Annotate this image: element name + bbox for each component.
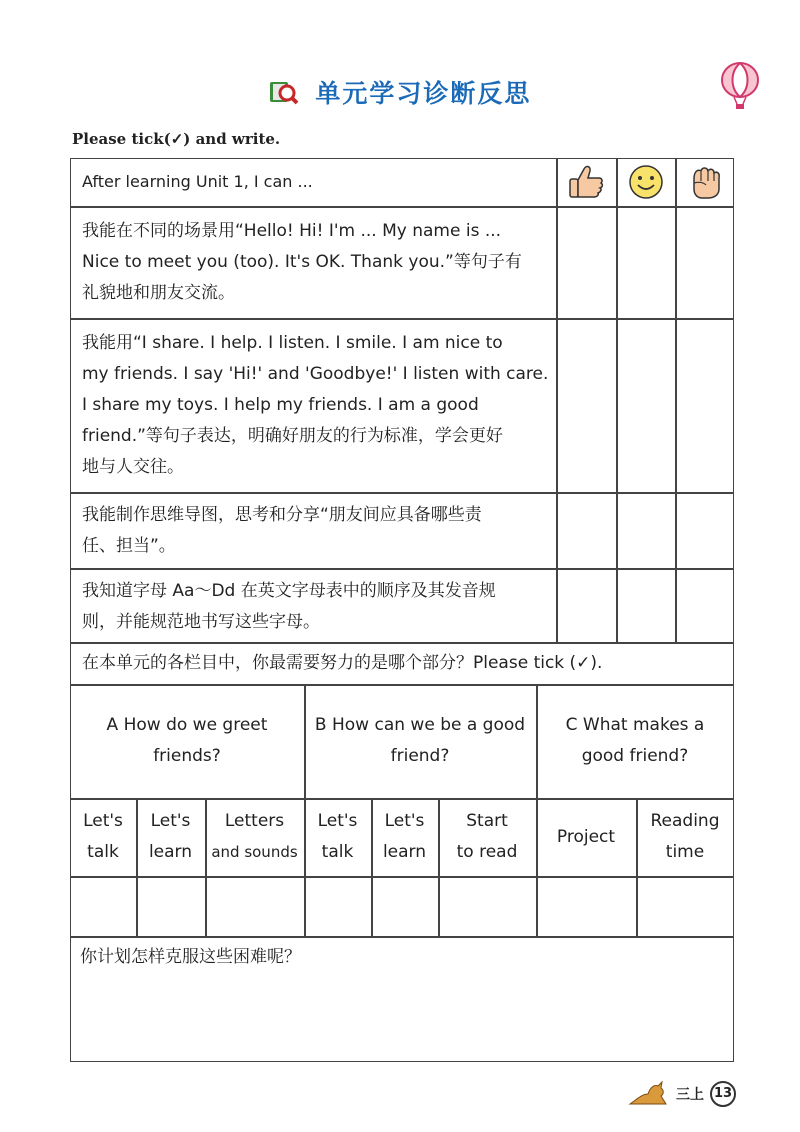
part-lets-learn-a: Let's learn xyxy=(148,811,193,862)
magnifier-book-icon xyxy=(269,79,299,111)
can-do-row-3 xyxy=(82,500,482,562)
part-lets-learn-b: Let's learn xyxy=(382,811,427,862)
part-start-to-read: Start to read xyxy=(456,811,518,862)
row-line: 我能在不同的场景用“Hello! Hi! I'm ... My name is ... xyxy=(82,221,502,241)
tick-cell[interactable] xyxy=(557,207,616,318)
row-divider xyxy=(70,642,734,644)
section-a: A How do we greet friends? xyxy=(106,715,268,766)
part-tick-cell[interactable] xyxy=(71,877,136,936)
instruction: Please tick(✓) and write. xyxy=(72,130,281,148)
row-line: 则，并能规范地书写这些字母。 xyxy=(82,612,320,632)
title-text: 单元学习诊断反思 xyxy=(315,79,532,108)
can-do-row-2 xyxy=(82,328,548,483)
row-divider xyxy=(70,568,734,570)
row-line: 礼貌地和朋友交流。 xyxy=(82,283,235,303)
part-lets-talk-b: Let's talk xyxy=(317,811,358,862)
section-b: B How can we be a good friend? xyxy=(314,715,526,766)
part-tick-cell[interactable] xyxy=(439,877,536,936)
part-tick-cell[interactable] xyxy=(137,877,205,936)
row-line: 地与人交往。 xyxy=(82,457,184,477)
can-do-row-1 xyxy=(82,216,522,309)
row-line: 我能制作思维导图，思考和分享“朋友间应具备哪些责 xyxy=(82,505,482,525)
part-tick-cell[interactable] xyxy=(206,877,304,936)
effort-question: 在本单元的各栏目中，你最需要努力的是哪个部分？Please tick (✓). xyxy=(82,653,603,673)
row-line: 我知道字母 Aa～Dd 在英文字母表中的顺序及其发音规 xyxy=(82,581,496,601)
row-line: 任、担当”。 xyxy=(82,536,176,556)
hot-air-balloon-icon xyxy=(718,62,762,114)
tick-cell[interactable] xyxy=(617,207,675,318)
row-line: friend.”等句子表达，明确好朋友的行为标准，学会更好 xyxy=(82,426,503,446)
page-title xyxy=(0,74,800,111)
row-line: my friends. I say 'Hi!' and 'Goodbye!' I listen with care. xyxy=(82,364,549,384)
plan-answer-area[interactable] xyxy=(72,980,732,1060)
row-divider xyxy=(70,798,734,800)
thumbs-up-icon xyxy=(566,163,606,205)
part-tick-cell[interactable] xyxy=(372,877,438,936)
can-do-row-4 xyxy=(82,576,496,638)
grade-label: 三上 xyxy=(676,1087,704,1103)
plan-question: 你计划怎样克服这些困难呢？ xyxy=(80,947,301,967)
section-c: C What makes a good friend? xyxy=(565,715,705,766)
part-tick-cell[interactable] xyxy=(537,877,636,936)
part-project: Project xyxy=(556,827,616,847)
smiley-face-icon xyxy=(627,164,665,204)
page-number: 13 xyxy=(710,1081,736,1107)
part-reading-time: Reading time xyxy=(650,811,720,862)
header-label: After learning Unit 1, I can ... xyxy=(82,172,313,191)
row-line: 我能用“I share. I help. I listen. I smile. I am nice to xyxy=(82,333,503,353)
tick-cell[interactable] xyxy=(676,207,734,318)
row-divider xyxy=(70,684,734,686)
part-tick-cell[interactable] xyxy=(305,877,371,936)
row-divider xyxy=(70,936,734,938)
part-tick-cell[interactable] xyxy=(637,877,734,936)
row-line: Nice to meet you (too). It's OK. Thank you.”等句子有 xyxy=(82,252,522,272)
fist-icon xyxy=(686,163,726,205)
row-divider xyxy=(70,492,734,494)
part-lets-talk-a: Let's talk xyxy=(83,811,123,862)
part-letters-and-sounds: Letters and sounds xyxy=(211,811,298,861)
kangaroo-icon xyxy=(628,1080,672,1110)
row-line: I share my toys. I help my friends. I am a good xyxy=(82,395,479,415)
row-divider xyxy=(70,318,734,320)
